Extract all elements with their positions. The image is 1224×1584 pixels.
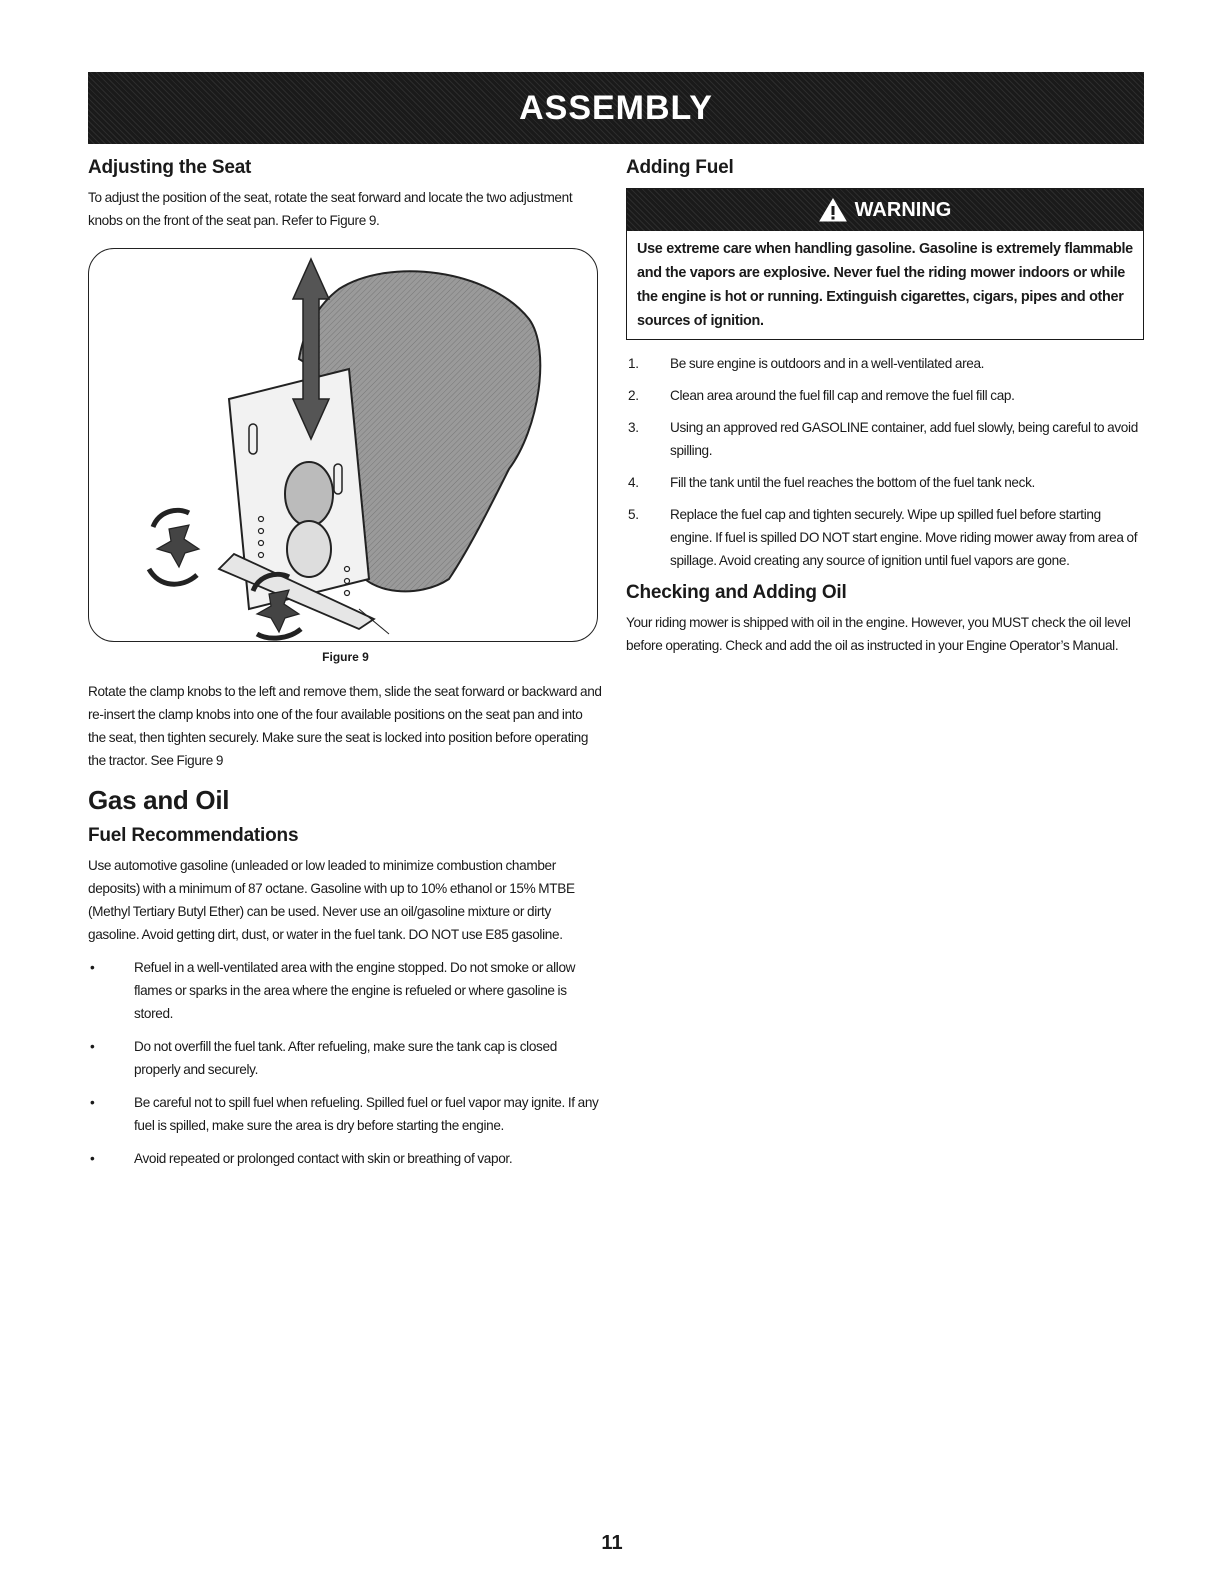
gas-and-oil-heading: Gas and Oil — [88, 785, 230, 815]
list-item: 2. Clean area around the fuel fill cap and remove the fuel fill cap. — [628, 388, 1015, 403]
right-column — [626, 156, 1144, 667]
adjusting-seat-intro: To adjust the position of the seat, rotate the seat forward and locate the two adjustment knobs on the front of the seat pan. Refer to Figure 9. — [88, 190, 573, 228]
checking-oil-text: Your riding mower is shipped with oil in the engine. However, you MUST check the oil level before operating. Check and add the oil as instructed in your Engine Operator’s Manual. — [626, 615, 1131, 653]
list-item: • Refuel in a well-ventilated area with the engine stopped. Do not smoke or allow flames or sparks in the area where the engine is refueled or where gasoline is stored. — [90, 960, 576, 1021]
warning-header — [627, 189, 1143, 231]
fuel-steps-list — [626, 352, 1144, 572]
fuel-recommendations-heading: Fuel Recommendations — [88, 825, 299, 846]
page-number: 11 — [601, 1532, 623, 1554]
fuel-recommendations-text: Use automotive gasoline (unleaded or low leaded to minimize combustion chamber deposits) with a minimum of 87 octane. Gasoline with up to 10% ethanol or 15% MTBE (Methyl Tertiary Butyl Ether) can be used. Never use an oil/gasoline mixture or dirty gasoline. Avoid getting dirt, dust, or water in the fuel tank. DO NOT use E85 gasoline. — [88, 858, 575, 942]
warning-label: WARNING — [854, 198, 952, 221]
adjusting-seat-instructions: Rotate the clamp knobs to the left and remove them, slide the seat forward or backward and re-insert the clamp knobs into one of the four available positions on the seat pan and into the seat, then tighten securely. Make sure the seat is locked into position before operating the tractor. See Figure 9 — [88, 684, 602, 768]
left-column — [88, 156, 603, 1180]
list-item: 5. Replace the fuel cap and tighten securely. Wipe up spilled fuel before starting engine. If fuel is spilled DO NOT start engine. Move riding mower away from area of spillage. Avoid creating any source of ignition until fuel vapors are gone. — [628, 507, 1138, 568]
section-banner — [88, 72, 1144, 144]
list-item: • Do not overfill the fuel tank. After refueling, make sure the tank cap is closed properly and securely. — [90, 1039, 557, 1077]
list-item: • Be careful not to spill fuel when refueling. Spilled fuel or fuel vapor may ignite. If any fuel is spilled, make sure the area is dry before starting the engine. — [90, 1095, 599, 1133]
checking-oil-heading: Checking and Adding Oil — [626, 582, 847, 603]
figure-9-illustration — [88, 248, 598, 642]
warning-text: Use extreme care when handling gasoline. Gasoline is extremely flammable and the vapors are explosive. Never fuel the riding mower indoors or while the engine is hot or running. Extinguish cigarettes, cigars, pipes and other sources of ignition. — [637, 241, 1133, 329]
banner-title: ASSEMBLY — [519, 88, 713, 127]
fuel-safety-list — [88, 956, 603, 1170]
list-item: 3. Using an approved red GASOLINE container, add fuel slowly, being careful to avoid spilling. — [628, 420, 1138, 458]
list-item: • Avoid repeated or prolonged contact with skin or breathing of vapor. — [90, 1151, 513, 1166]
adjusting-seat-heading: Adjusting the Seat — [88, 157, 252, 178]
seat-adjustment-drawing — [89, 249, 597, 641]
left-clamp-knob — [149, 510, 199, 584]
figure-caption: Figure 9 — [322, 650, 369, 664]
warning-box — [626, 188, 1144, 340]
warning-triangle-icon — [819, 198, 847, 222]
list-item: 1. Be sure engine is outdoors and in a well-ventilated area. — [628, 356, 985, 371]
list-item: 4. Fill the tank until the fuel reaches the bottom of the fuel tank neck. — [628, 475, 1035, 490]
adding-fuel-heading: Adding Fuel — [626, 157, 734, 178]
